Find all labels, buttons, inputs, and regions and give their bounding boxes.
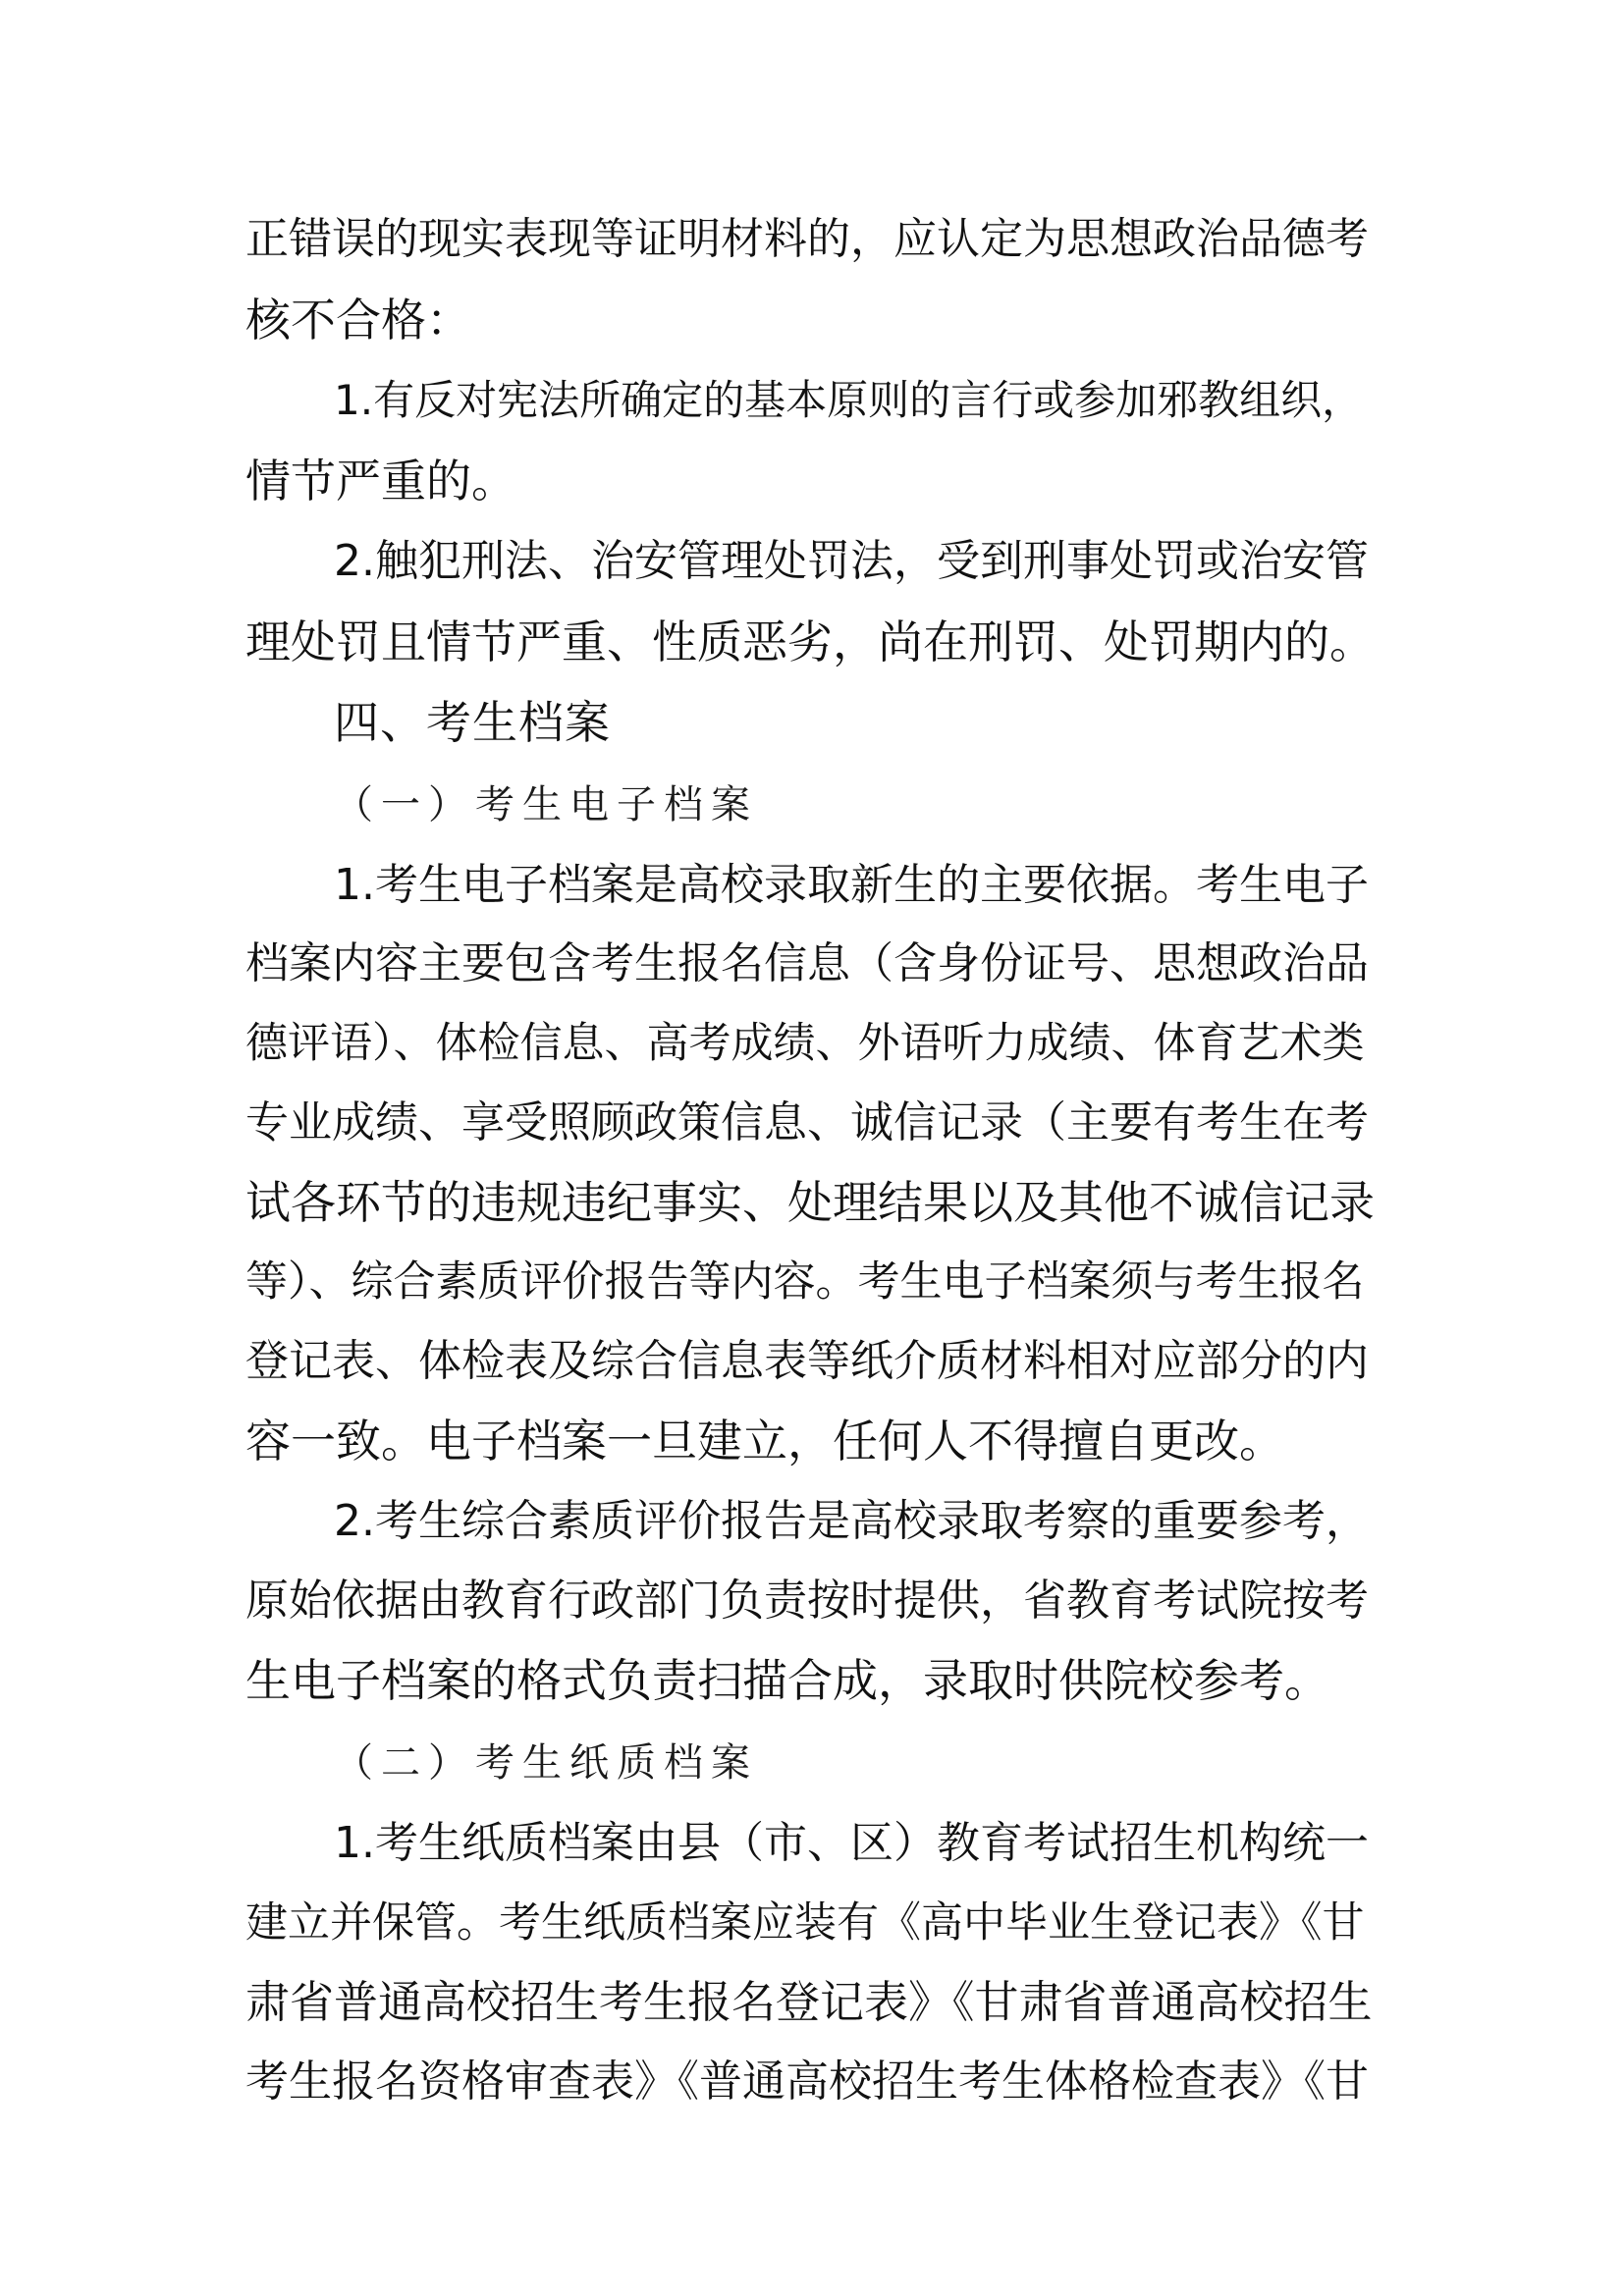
text-line: 理处罚且情节严重、性质恶劣，尚在刑罚、处罚期内的。	[245, 615, 1375, 668]
text-line: 情节严重的。	[245, 454, 516, 507]
paragraph-start: 2.考生综合素质评价报告是高校录取考察的重要参考，	[334, 1496, 1369, 1546]
text-line: 考生报名资格审查表》《普通高校招生考生体格检查表》《甘	[245, 2056, 1369, 2107]
text-line: 德评语）、体检信息、高考成绩、外语听力成绩、体育艺术类	[245, 1019, 1365, 1068]
text-line: 专业成绩、享受照顾政策信息、诚信记录（主要有考生在考	[245, 1097, 1369, 1148]
list-item-2: 2.触犯刑法、治安管理处罚法，受到刑事处罚或治安管	[334, 536, 1369, 586]
text-line: 建立并保管。考生纸质档案应装有《高中毕业生登记表》《甘	[245, 1898, 1365, 1948]
text-line: 肃省普通高校招生考生报名登记表》《甘肃省普通高校招生	[245, 1976, 1373, 2028]
text-line: 试各环节的违规违纪事实、处理结果以及其他不诚信记录	[245, 1176, 1375, 1229]
list-item-1: 1.有反对宪法所确定的基本原则的言行或参加邪教组织，	[334, 376, 1364, 424]
subsection-heading: （二）考生纸质档案	[334, 1740, 758, 1786]
text-line: 原始依据由教育行政部门负责按时提供，省教育考试院按考	[245, 1575, 1369, 1626]
section-heading: 四、考生档案	[334, 696, 611, 749]
text-line: 容一致。电子档案一旦建立，任何人不得擅自更改。	[245, 1415, 1284, 1468]
paragraph-start: 1.考生电子档案是高校录取新生的主要依据。考生电子	[334, 860, 1369, 910]
text-line: 档案内容主要包含考生报名信息（含身份证号、思想政治品	[245, 938, 1369, 988]
text-line: 登记表、体检表及综合信息表等纸介质材料相对应部分的内	[245, 1336, 1369, 1386]
subsection-heading: （一）考生电子档案	[334, 782, 758, 828]
text-line: 核不合格：	[245, 294, 471, 347]
text-line: 正错误的现实表现等证明材料的，应认定为思想政治品德考	[245, 214, 1369, 264]
paragraph-start: 1.考生纸质档案由县（市、区）教育考试招生机构统一	[334, 1818, 1369, 1868]
text-line: 等）、综合素质评价报告等内容。考生电子档案须与考生报名	[245, 1257, 1365, 1307]
text-line: 生电子档案的格式负责扫描合成，录取时供院校参考。	[245, 1654, 1329, 1707]
